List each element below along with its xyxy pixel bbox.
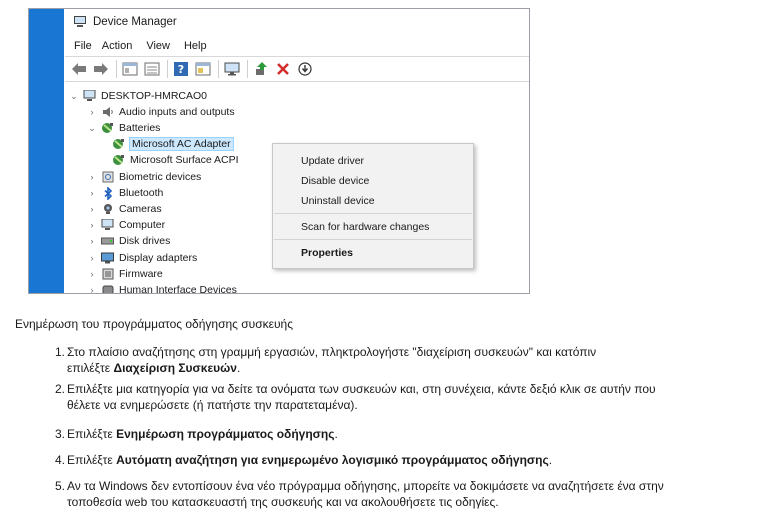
tree-item-computer[interactable] [87,217,165,233]
back-arrow-icon[interactable] [69,59,89,79]
step-line [67,360,767,376]
step-line: Στο πλαίσιο αναζήτησης στη γραμμή εργασιών, πληκτρολογήστε "διαχείριση συσκευών" και κατόπιν [67,345,597,359]
chevron-right-icon[interactable]: › [90,107,94,117]
step-line: Αν τα Windows δεν εντοπίσουν ένα νέο πρόγραμμα οδήγησης, μπορείτε να δοκιμάσετε να αναζητήσετε ένα στην [67,479,664,493]
tree-item-microsoft-surface-acpi[interactable] [112,152,239,168]
step-bold-term: Αυτόματη αναζήτηση για ενημερωμένο λογισμικό προγράμματος οδήγησης [116,453,549,467]
speaker-icon [101,106,114,119]
tree-item-microsoft-ac-adapter[interactable] [112,136,233,152]
tree-item-biometric[interactable] [87,169,201,185]
update-driver-icon[interactable] [251,59,271,79]
step-number: 3. [55,427,66,441]
toolbar-separator [167,60,168,78]
chevron-right-icon[interactable]: › [90,220,94,230]
svg-text:?: ? [177,63,185,76]
tree-item-bluetooth[interactable] [87,185,163,201]
step-text [67,452,767,468]
tree-item-cameras[interactable] [87,201,162,217]
chevron-down-icon[interactable]: ⌄ [88,122,96,133]
disk-icon [101,235,114,248]
battery-icon [112,138,125,151]
camera-icon [101,203,114,216]
tree-item-label: Human Interface Devices [119,284,237,294]
hid-icon [101,284,114,295]
device-manager-screenshot [28,8,530,294]
context-separator [274,213,472,214]
menu-view[interactable]: View [146,40,170,52]
tree-item-hid[interactable] [87,282,237,294]
context-uninstall-device[interactable]: Uninstall device [301,195,375,207]
tree-item-firmware[interactable] [87,266,163,282]
step-text-part: Επιλέξτε [67,453,117,467]
device-manager-app-icon [73,16,87,28]
article-heading: Ενημέρωση του προγράμματος οδήγησης συσκευής [15,317,294,331]
tree-item-batteries[interactable] [87,120,160,136]
chevron-right-icon[interactable]: › [90,269,94,279]
download-icon[interactable] [295,59,315,79]
device-manager-window [65,9,529,293]
chevron-right-icon[interactable]: › [90,172,94,182]
step-bold-term: Ενημέρωση προγράμματος οδήγησης [116,427,335,441]
tree-item-label: Disk drives [119,235,171,247]
tree-item-label: Batteries [119,122,161,134]
step-text [67,344,767,376]
toolbar-separator [218,60,219,78]
remove-x-icon[interactable] [273,59,293,79]
step-text-part: επιλέξτε [67,361,114,375]
tree-item-label: Firmware [119,268,163,280]
help-icon[interactable] [171,59,191,79]
monitor-icon[interactable] [222,59,242,79]
tree-item-label: Display adapters [119,252,198,264]
tree-item-disk-drives[interactable] [87,233,170,249]
tree-item-audio[interactable] [87,104,235,120]
context-properties[interactable]: Properties [301,247,353,259]
step-line: θέλετε να ενημερώσετε (ή πατήστε την παρατεταμένα). [67,398,358,412]
step-text-part: . [236,361,241,375]
tree-item-label: Cameras [119,203,162,215]
menu-bar [65,37,529,55]
context-disable-device[interactable]: Disable device [301,175,370,187]
display-icon [101,252,114,265]
battery-icon [101,122,114,135]
context-separator [274,239,472,240]
chevron-right-icon[interactable]: › [90,236,94,246]
tree-item-label: Biometric devices [119,171,202,183]
step-number: 2. [55,382,66,396]
tree-item-display-adapters[interactable] [87,250,197,266]
chevron-right-icon[interactable]: › [90,188,94,198]
tree-item-label: Bluetooth [119,187,164,199]
step-text [67,478,767,510]
battery-icon [112,154,125,167]
step-text [67,381,767,413]
step-line: Επιλέξτε μια κατηγορία για να δείτε τα ονόματα των συσκευών και, στη συνέχεια, κάντε δεξιό κλικ σε αυτήν που [67,382,656,396]
toolbar [65,56,529,82]
step-number: 4. [55,453,66,467]
step-text-part: Επιλέξτε [67,427,117,441]
context-scan-hardware[interactable]: Scan for hardware changes [301,221,430,233]
desktop-background-strip [29,9,64,293]
step-text-part: . [548,453,553,467]
context-update-driver[interactable]: Update driver [301,155,365,167]
computer-icon [83,90,96,103]
title-bar [65,9,529,35]
step-number: 5. [55,479,66,493]
computer-icon [101,219,114,232]
properties-window-icon[interactable] [120,59,140,79]
toolbar-separator [247,60,248,78]
firmware-icon [101,268,114,281]
chevron-right-icon[interactable]: › [90,253,94,263]
context-menu [272,143,474,269]
menu-action[interactable]: Action [101,40,133,52]
tree-item-label: Computer [119,219,166,231]
menu-file[interactable]: File [74,40,92,52]
menu-help[interactable]: Help [183,40,207,52]
forward-arrow-icon[interactable] [91,59,111,79]
window-title: Device Manager [93,16,177,28]
toolbar-separator [116,60,117,78]
step-bold-term: Διαχείριση Συσκευών [113,361,237,375]
chevron-down-icon[interactable]: ⌄ [70,90,78,101]
view-window-icon[interactable] [193,59,213,79]
tree-item-label: Audio inputs and outputs [119,106,235,118]
tree-root[interactable] [69,88,207,104]
resources-list-icon[interactable] [142,59,162,79]
tree-item-label: Microsoft Surface ACPI [130,154,239,166]
step-line: τοποθεσία web του κατασκευαστή της συσκευής και να ακολουθήσετε τις οδηγίες. [67,495,499,509]
step-text-part: . [334,427,338,441]
chevron-right-icon[interactable]: › [90,285,94,294]
step-text [67,426,767,442]
tree-root-label: DESKTOP-HMRCAO0 [101,90,207,102]
bluetooth-icon [101,187,114,200]
tree-item-label: Microsoft AC Adapter [132,138,231,150]
biometric-icon [101,171,114,184]
chevron-right-icon[interactable]: › [90,204,94,214]
step-number: 1. [55,345,66,359]
